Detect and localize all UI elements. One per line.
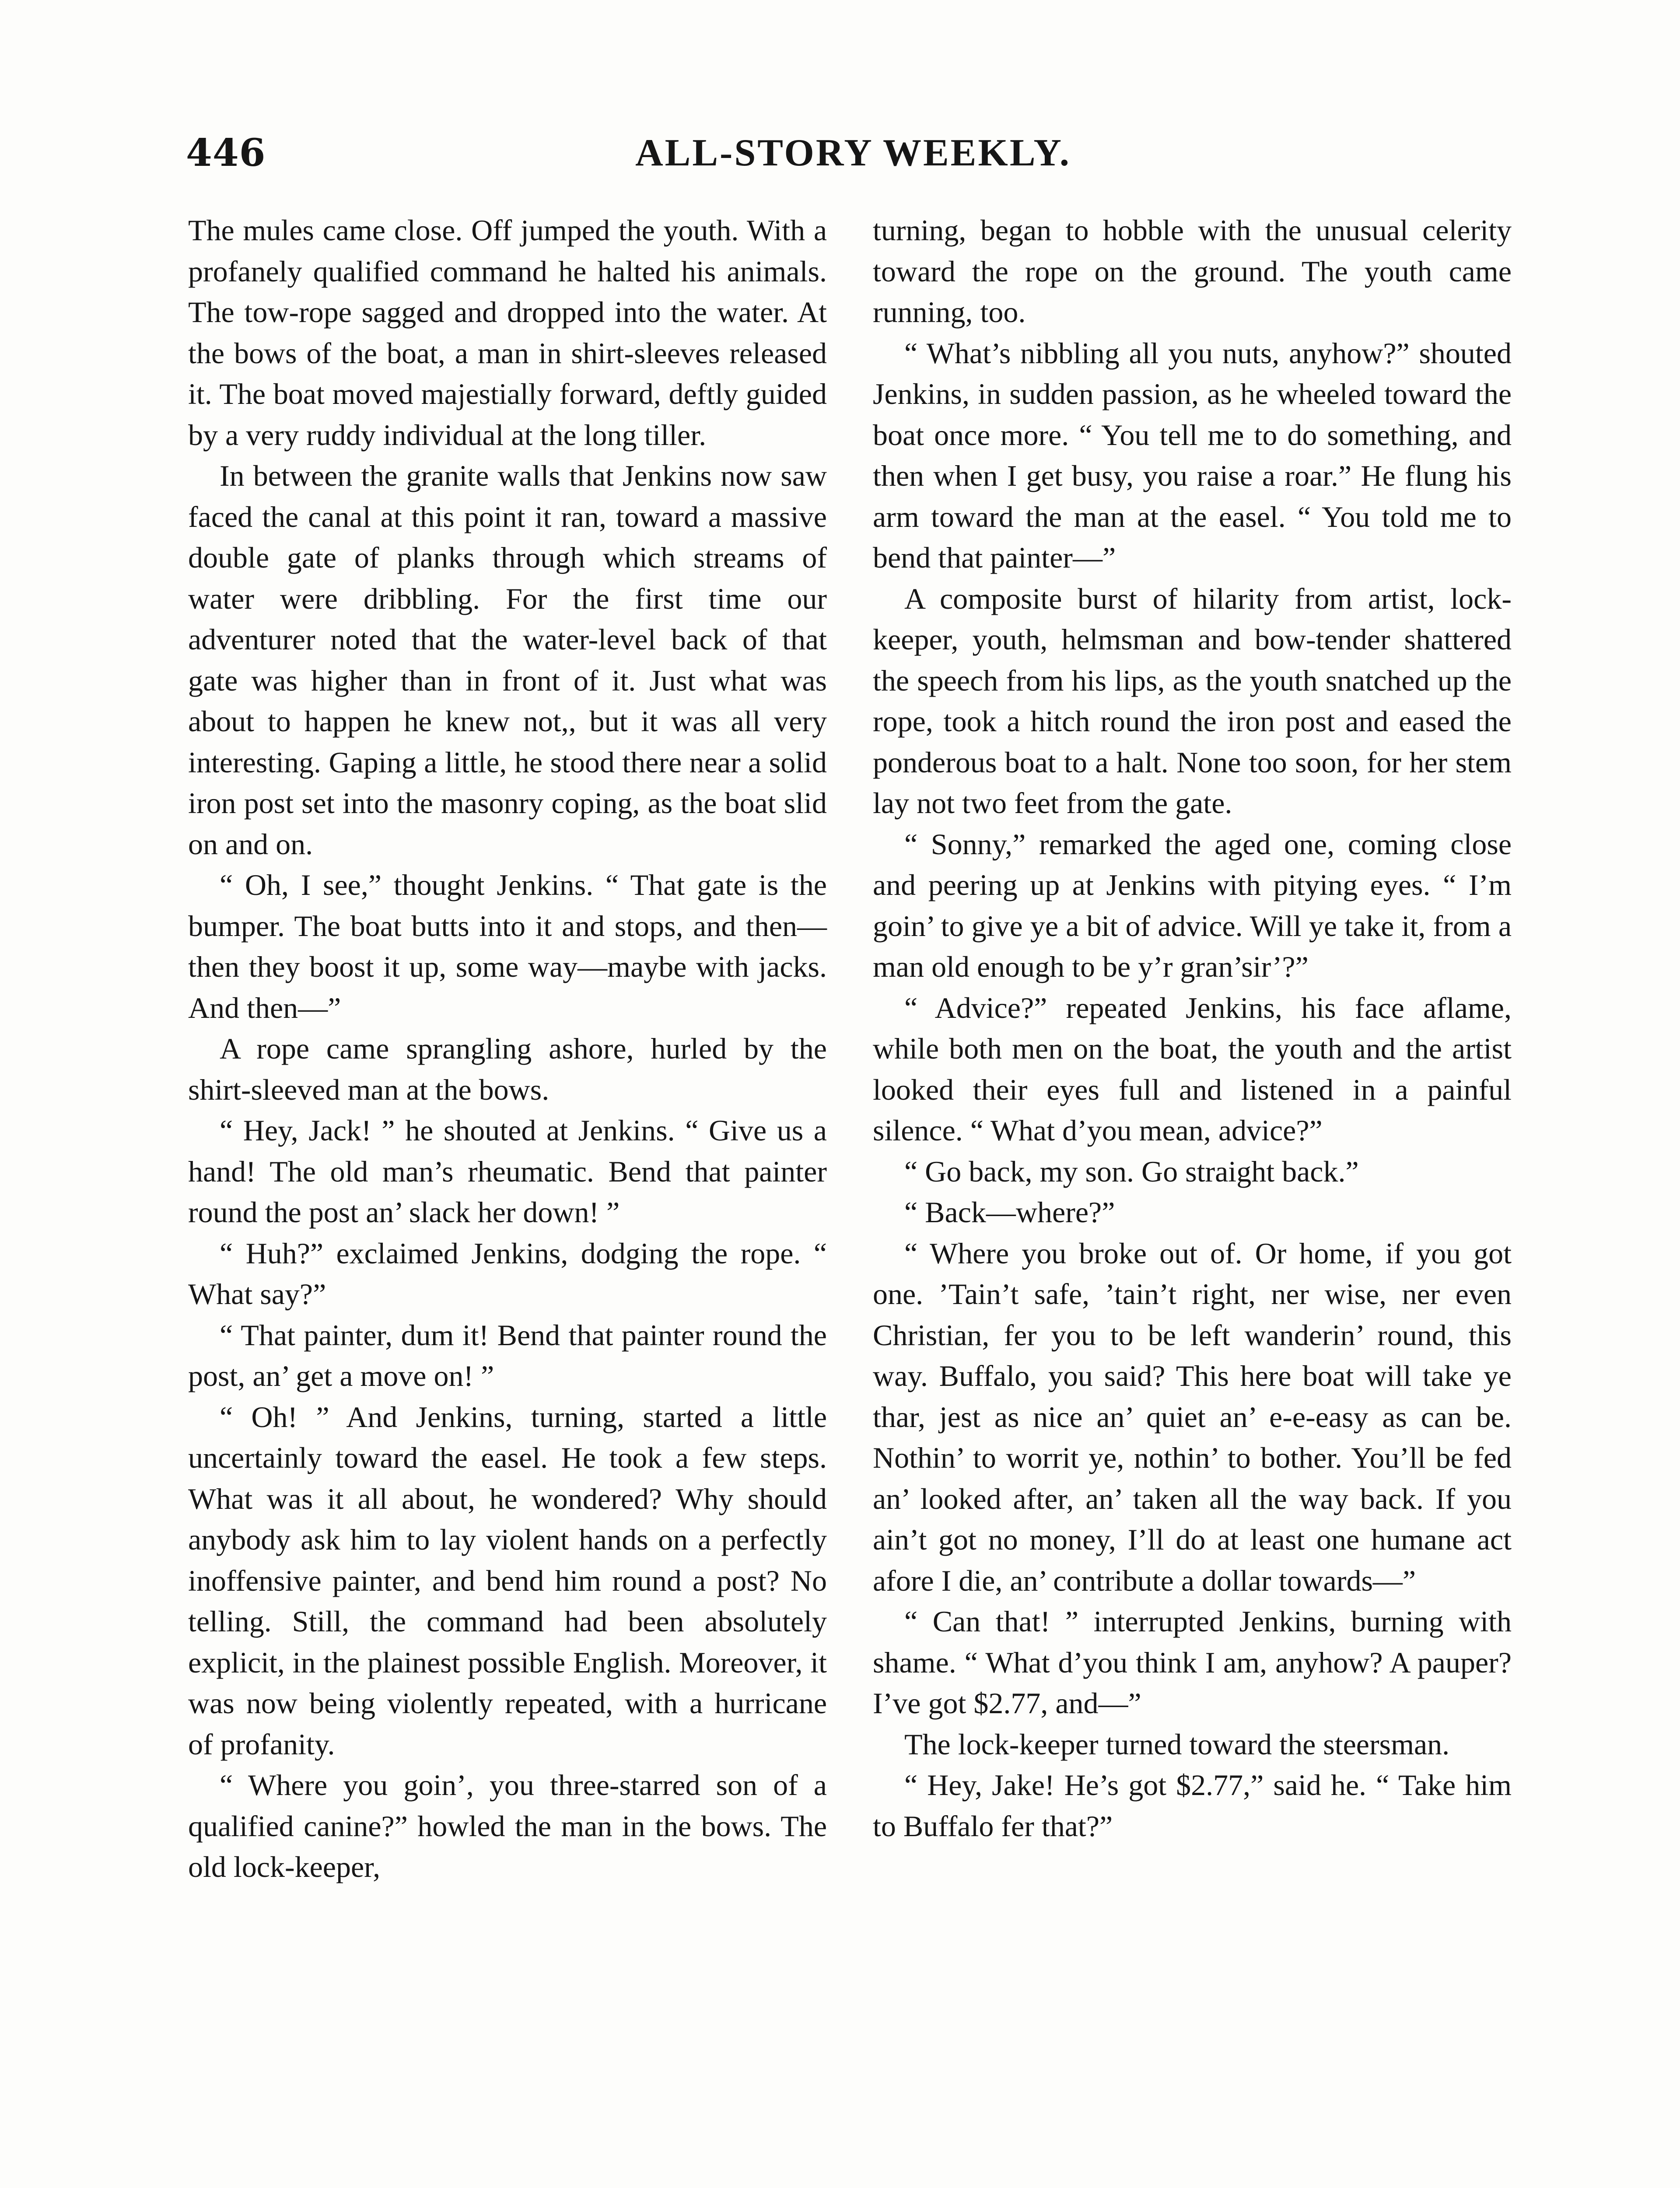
running-title: ALL-STORY WEEKLY. (635, 132, 1071, 174)
paragraph: “ Sonny,” remarked the aged one, coming close and peering up at Jenkins with pitying eyes. “ I’m goin’ to give ye a bit of advice. Will ye take it, from a man old enough to be y’r gran’sir’?” (873, 827, 1512, 983)
paragraph: “ Hey, Jack! ” he shouted at Jenkins. “ Give us a hand! The old man’s rheumatic. Bend that painter round the post an’ slack her down! ” (188, 1114, 827, 1229)
paragraph: “ Oh, I see,” thought Jenkins. “ That gate is the bumper. The boat butts into it and stops, and then—then they boost it up, some way—maybe with jacks. And then—” (188, 868, 827, 1024)
paragraph: “ Back—where?” (904, 1196, 1115, 1229)
paragraph: “ What’s nibbling all you nuts, anyhow?” shouted Jenkins, in sudden passion, as he wheeled toward the boat once more. “ You tell me to do something, and then when I get busy, you raise a roar.” He flung his arm toward the man at the easel. “ You told me to bend that painter—” (873, 336, 1512, 574)
paragraph: “ Can that! ” interrupted Jenkins, burning with shame. “ What d’you think I am, anyhow? A pauper? I’ve got $2.77, and—” (873, 1605, 1512, 1720)
paragraph: In between the granite walls that Jenkins now saw faced the canal at this point it ran, toward a massive double gate of planks through which streams of water were dribbling. For the first time our adventurer noted that the water-level back of that gate was higher than in front of it. Just what was about to happen he knew not,, but it was all very interesting. Gaping a little, he stood there near a solid iron post set into the masonry coping, as the boat slid on and on. (188, 459, 827, 861)
right-column (873, 210, 1512, 1847)
paragraph: “ Oh! ” And Jenkins, turning, started a little uncertainly toward the easel. He took a few steps. What was it all about, he wondered? Why should anybody ask him to lay violent hands on a perfectly inoffensive painter, and bend him round a post? No telling. Still, the command had been absolutely explicit, in the plainest possible English. Moreover, it was now being violently repeated, with a hurricane of profanity. (188, 1400, 827, 1761)
paragraph: The lock-keeper turned toward the steersman. (904, 1727, 1450, 1761)
paragraph: “ Go back, my son. Go straight back.” (904, 1154, 1359, 1188)
paragraph: “ Huh?” exclaimed Jenkins, dodging the rope. “ What say?” (188, 1236, 827, 1311)
page-number: 446 (186, 131, 266, 175)
paragraph: “ Where you broke out of. Or home, if you got one. ’Tain’t safe, ’tain’t right, ner wise, ner even Christian, fer you to be left wanderin’ round, this way. Buffalo, you said? This here boat will take ye thar, jest as nice an’ quiet an’ e-e-easy as can be. Nothin’ to worrit ye, nothin’ to bother. You’ll be fed an’ looked after, an’ taken all the way back. If you ain’t got no money, I’ll do at least one humane act afore I die, an’ contribute a dollar towards—” (873, 1236, 1512, 1597)
paragraph: “ Advice?” repeated Jenkins, his face aflame, while both men on the boat, the youth and the artist looked their eyes full and listened in a painful silence. “ What d’you mean, advice?” (873, 991, 1512, 1147)
left-column (188, 210, 827, 1888)
paragraph: A composite burst of hilarity from artist, lock-keeper, youth, helmsman and bow-tender shattered the speech from his lips, as the youth snatched up the rope, took a hitch round the iron post and eased the ponderous boat to a halt. None too soon, for her stem lay not two feet from the gate. (873, 582, 1512, 820)
paragraph: A rope came sprangling ashore, hurled by the shirt-sleeved man at the bows. (188, 1032, 827, 1106)
paragraph: The mules came close. Off jumped the youth. With a profanely qualified command he halted his animals. The tow-rope sagged and dropped into the water. At the bows of the boat, a man in shirt-sleeves released it. The boat moved majestially forward, deftly guided by a very ruddy individual at the long tiller. (188, 214, 827, 452)
paragraph: turning, began to hobble with the unusual celerity toward the rope on the ground. The youth came running, too. (873, 214, 1512, 329)
page-header (186, 127, 1520, 188)
paragraph: “ Hey, Jake! He’s got $2.77,” said he. “ Take him to Buffalo fer that?” (873, 1768, 1512, 1843)
paragraph: “ That painter, dum it! Bend that painter round the post, an’ get a move on! ” (188, 1318, 827, 1392)
paragraph: “ Where you goin’, you three-starred son of a qualified canine?” howled the man in the bows. The old lock-keeper, (188, 1768, 827, 1883)
